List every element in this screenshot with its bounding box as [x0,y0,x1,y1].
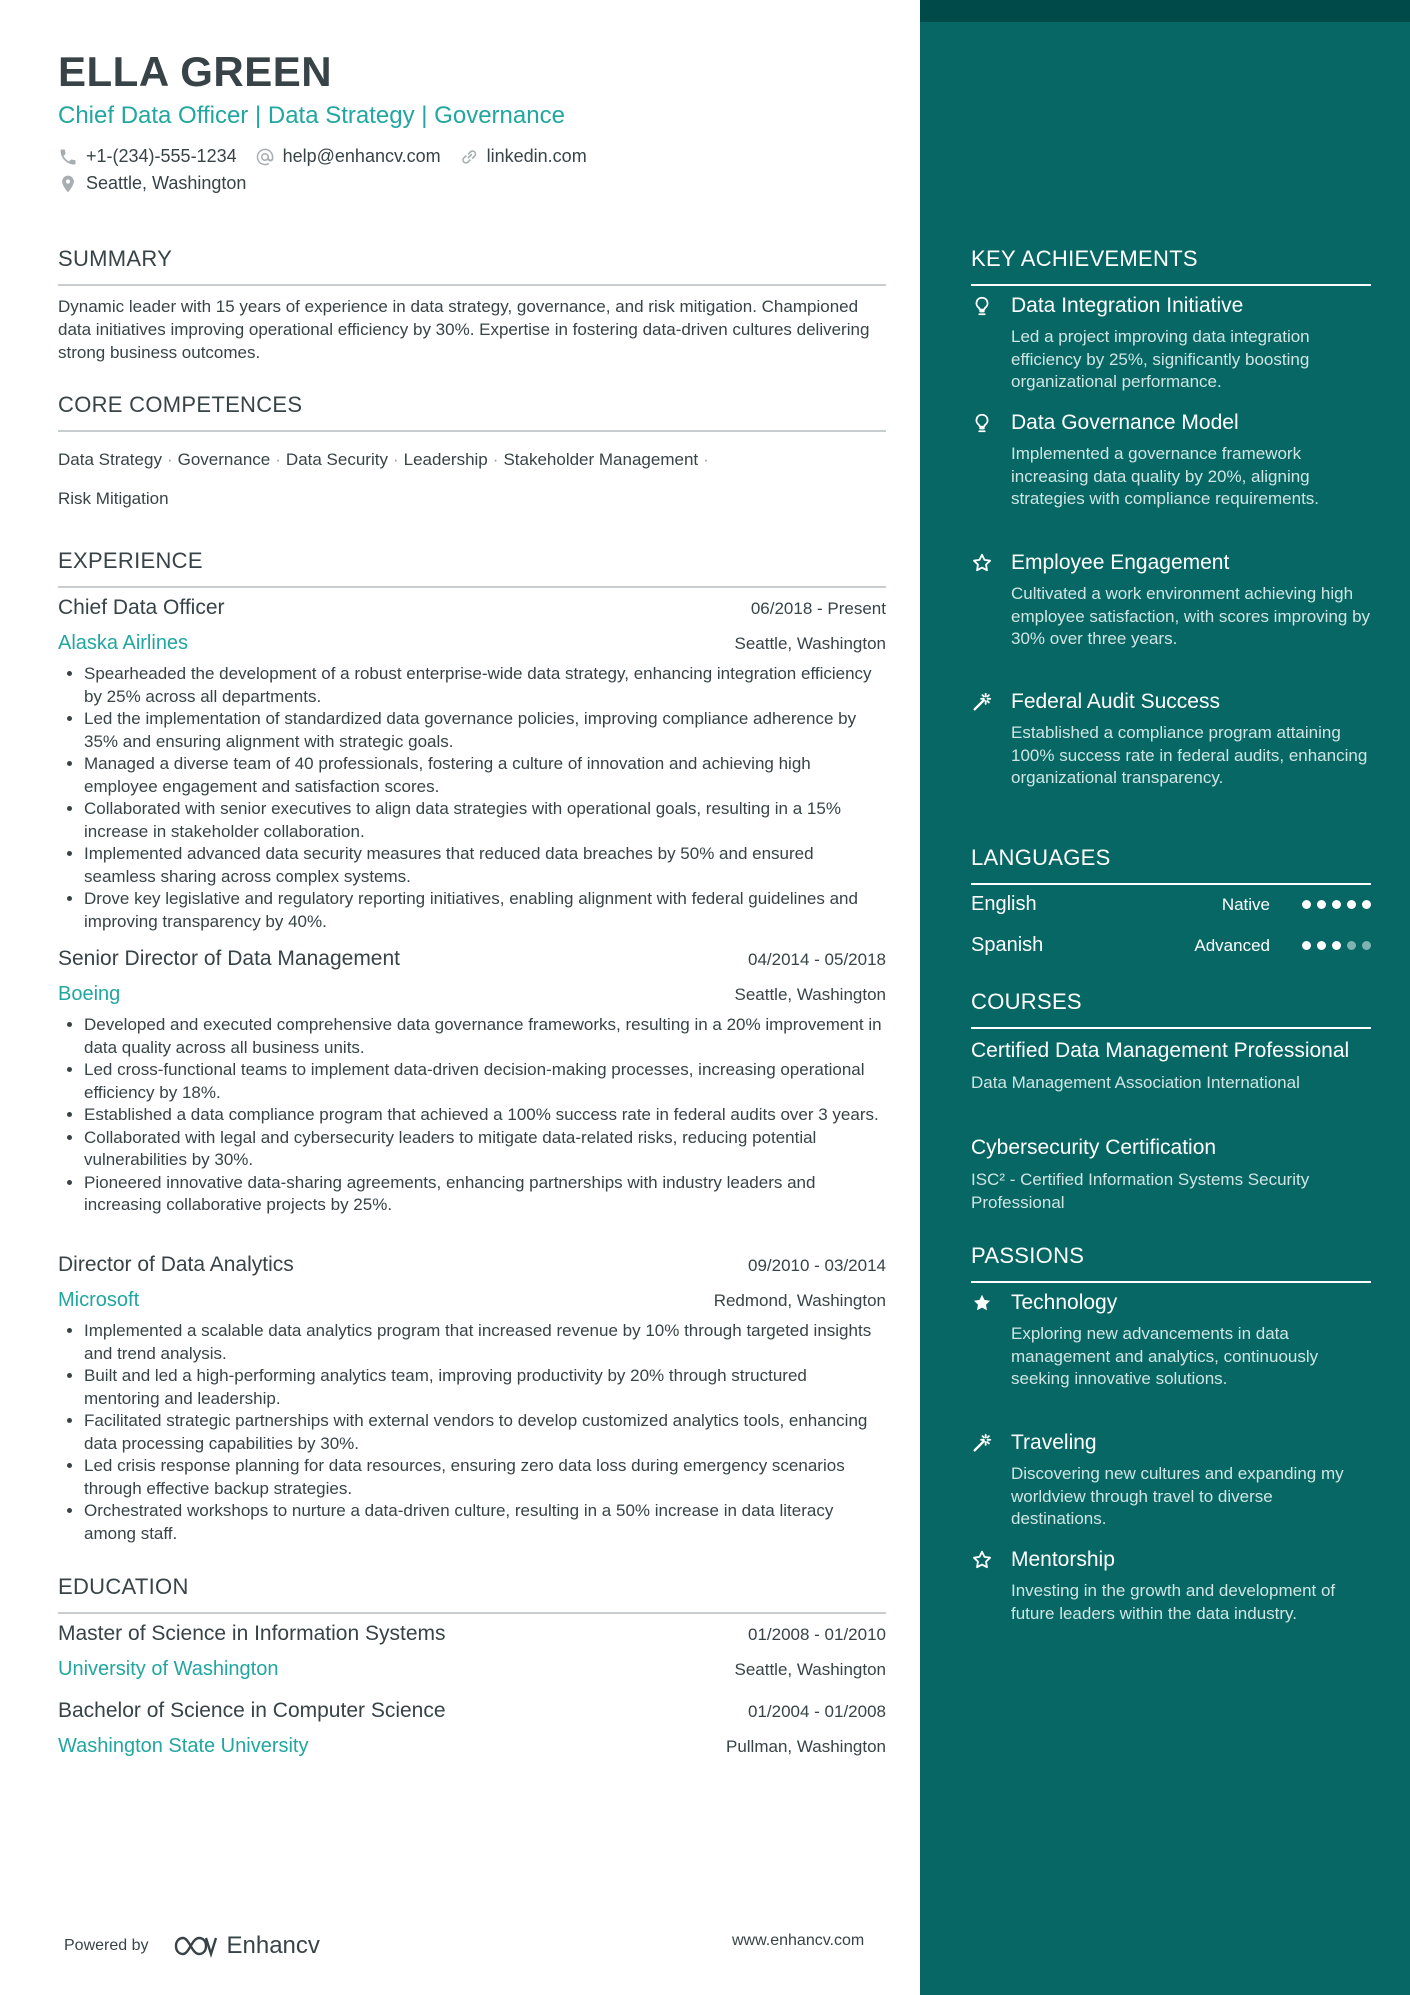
job-bullet: • Established a data compliance program that achieved a 100% success rate in federal audits over 3 years. [84,1104,886,1127]
education-heading: EDUCATION [58,1574,886,1614]
job-bullets [58,1014,886,1217]
phone-icon [58,147,78,167]
passion-item [971,1548,1371,1625]
summary-text: Dynamic leader with 15 years of experience in data strategy, governance, and risk mitigation. Championed data initiatives improving operational efficiency by 30%. Expertise in fostering data-driven cultures delivering strong business outcomes. [58,297,870,362]
lightbulb-icon [971,412,993,434]
course-item [971,1134,1371,1214]
job-bullet: • Pioneered innovative data-sharing agreements, enhancing partnerships with industry leaders and increasing collaborative projects by 25%. [84,1172,886,1217]
link-icon [459,147,479,167]
candidate-title: Chief Data Officer | Data Strategy | Governance [58,102,565,129]
course-org: ISC² - Certified Information Systems Security Professional [971,1170,1310,1212]
competence-item: Stakeholder Management [503,450,699,469]
passion-title: Traveling [1011,1431,1097,1454]
contact-phone [58,146,237,167]
competence-item: Governance [177,450,271,469]
achievement-title: Data Integration Initiative [1011,294,1244,317]
edu-location: Pullman, Washington [725,1737,886,1756]
job-entry [58,1253,886,1545]
achievement-item [971,690,1371,790]
rating-dot [1362,900,1371,909]
edu-school: Washington State University [58,1735,309,1757]
passion-title: Mentorship [1011,1548,1115,1571]
wand-icon [971,1432,993,1454]
job-bullet: • Developed and executed comprehensive data governance frameworks, resulting in a 20% improvement in data quality across all business units. [84,1014,886,1059]
courses-heading: COURSES [971,989,1371,1029]
passions-heading: PASSIONS [971,1243,1371,1283]
job-bullets [58,1320,886,1545]
job-bullet: • Led cross-functional teams to implement data-driven decision-making processes, increasing operational efficiency by 18%. [84,1059,886,1104]
passion-item [971,1291,1371,1391]
job-date: 09/2010 - 03/2014 [747,1256,886,1275]
job-role: Chief Data Officer [58,596,225,619]
passion-title: Technology [1011,1291,1118,1314]
rating-dot [1317,941,1326,950]
language-name: English [971,893,1037,915]
job-date: 06/2018 - Present [750,599,886,618]
job-bullet: • Implemented advanced data security measures that reduced data breaches by 50% and ensured seamless sharing across complex systems. [84,843,886,888]
job-entry [58,947,886,1217]
job-bullet: • Collaborated with senior executives to align data strategies with operational goals, resulting in a 15% increase in stakeholder collaboration. [84,798,886,843]
job-location: Seattle, Washington [734,634,886,653]
job-bullet: • Orchestrated workshops to nurture a data-driven culture, resulting in a 50% increase in data literacy among staff. [84,1500,886,1545]
passion-desc: Exploring new advancements in data management and analytics, continuously seeking innovative solutions. [1011,1324,1319,1388]
achievement-desc: Cultivated a work environment achieving high employee satisfaction, with scores improving by 30% over three years. [1011,584,1371,648]
location-pin-icon [58,174,78,194]
brand-name: Enhancv [226,1932,320,1959]
languages-heading: LANGUAGES [971,845,1371,885]
course-org: Data Management Association International [971,1073,1300,1092]
language-item [971,893,1371,916]
achievement-item [971,551,1371,651]
star-filled-icon [971,1292,993,1314]
competence-item: Data Strategy [58,450,162,469]
footer-branding [64,1932,320,1960]
rating-dot [1332,941,1341,950]
achievement-item [971,411,1371,511]
footer-website[interactable]: www.enhancv.com [732,1932,865,1949]
passion-item [971,1431,1371,1531]
education-entry [58,1699,886,1758]
edu-date: 01/2004 - 01/2008 [747,1702,886,1721]
rating-dot [1302,900,1311,909]
achievement-desc: Established a compliance program attaining 100% success rate in federal audits, enhancing organizational transparency. [1011,723,1368,787]
at-icon [255,147,275,167]
wand-icon [971,691,993,713]
rating-dot [1332,900,1341,909]
competences-heading: CORE COMPETENCES [58,392,886,432]
language-item [971,934,1371,957]
rating-dot [1347,900,1356,909]
language-rating [1302,941,1371,950]
job-bullet: • Spearheaded the development of a robust enterprise-wide data strategy, enhancing integration efficiency by 25% across all departments. [84,663,886,708]
job-bullet: • Led the implementation of standardized data governance policies, improving compliance adherence by 35% and ensuring alignment with strategic goals. [84,708,886,753]
job-bullet: • Led crisis response planning for data resources, ensuring zero data loss during emergency scenarios through effective backup strategies. [84,1455,886,1500]
competence-item: Data Security [285,450,388,469]
job-company: Microsoft [58,1289,140,1311]
linkedin-text[interactable]: linkedin.com [486,146,587,166]
job-role: Senior Director of Data Management [58,947,400,970]
job-company: Boeing [58,983,121,1005]
star-outline-icon [971,552,993,574]
achievement-title: Federal Audit Success [1011,690,1220,713]
job-bullets [58,663,886,933]
rating-dot [1347,941,1356,950]
achievement-title: Employee Engagement [1011,551,1230,574]
achievements-heading: KEY ACHIEVEMENTS [971,246,1371,286]
course-item [971,1037,1371,1095]
email-text[interactable]: help@enhancv.com [282,146,441,166]
passion-desc: Discovering new cultures and expanding my worldview through travel to diverse destinations. [1011,1464,1344,1528]
experience-heading: EXPERIENCE [58,548,886,588]
enhancv-logo[interactable] [173,1932,320,1960]
location-text: Seattle, Washington [86,173,247,193]
job-bullet: • Drove key legislative and regulatory reporting initiatives, enabling alignment with federal guidelines and improving transparency by 40%. [84,888,886,933]
job-bullet: • Implemented a scalable data analytics program that increased revenue by 10% through targeted insights and trend analysis. [84,1320,886,1365]
contact-email[interactable] [255,146,441,167]
competences-list: Data Strategy · Governance · Data Security · Leadership · Stakeholder Management · Risk Mitigation [58,450,709,508]
achievement-desc: Led a project improving data integration efficiency by 25%, significantly boosting organizational performance. [1011,327,1310,391]
language-rating [1302,900,1371,909]
summary-heading: SUMMARY [58,246,886,286]
job-role: Director of Data Analytics [58,1253,294,1276]
job-bullet: • Built and led a high-performing analytics team, improving productivity by 20% through structured mentoring and leadership. [84,1365,886,1410]
competence-item: Risk Mitigation [58,489,169,508]
job-bullet: • Collaborated with legal and cybersecurity leaders to mitigate data-related risks, reducing potential vulnerabilities by 30%. [84,1127,886,1172]
education-entry [58,1622,886,1681]
edu-degree: Bachelor of Science in Computer Science [58,1699,446,1722]
candidate-name: ELLA GREEN [58,48,333,95]
contact-linkedin[interactable] [459,146,587,167]
job-location: Seattle, Washington [734,985,886,1004]
job-bullet: • Facilitated strategic partnerships with external vendors to develop customized analytics tools, enhancing data processing capabilities by 30%. [84,1410,886,1455]
job-date: 04/2014 - 05/2018 [747,950,886,969]
lightbulb-icon [971,295,993,317]
achievement-title: Data Governance Model [1011,411,1239,434]
course-title: Certified Data Management Professional [971,1039,1350,1062]
contact-location [58,173,246,194]
contact-row [58,146,587,167]
rating-dot [1302,941,1311,950]
job-location: Redmond, Washington [713,1291,886,1310]
achievement-item [971,294,1371,394]
phone-text: +1-(234)-555-1234 [86,146,237,166]
sidebar-top-band [920,0,1410,22]
edu-degree: Master of Science in Information Systems [58,1622,446,1645]
achievement-desc: Implemented a governance framework increasing data quality by 20%, aligning strategies with compliance requirements. [1011,444,1320,508]
passion-desc: Investing in the growth and development of future leaders within the data industry. [1011,1581,1336,1623]
job-company: Alaska Airlines [58,632,189,654]
sidebar [920,0,1410,1995]
rating-dot [1317,900,1326,909]
location-row [58,173,246,194]
job-bullet: • Managed a diverse team of 40 professionals, fostering a culture of innovation and achieving high employee engagement and satisfaction scores. [84,753,886,798]
edu-school: University of Washington [58,1658,279,1680]
edu-location: Seattle, Washington [734,1660,886,1679]
rating-dot [1362,941,1371,950]
enhancv-logo-icon [173,1933,219,1959]
language-level: Native [1221,894,1270,914]
competence-item: Leadership [403,450,488,469]
edu-date: 01/2008 - 01/2010 [747,1625,886,1644]
powered-by-text: Powered by [64,1937,149,1954]
language-level: Advanced [1194,935,1270,955]
job-entry [58,596,886,933]
language-name: Spanish [971,934,1044,956]
star-outline-icon [971,1549,993,1571]
course-title: Cybersecurity Certification [971,1136,1217,1159]
